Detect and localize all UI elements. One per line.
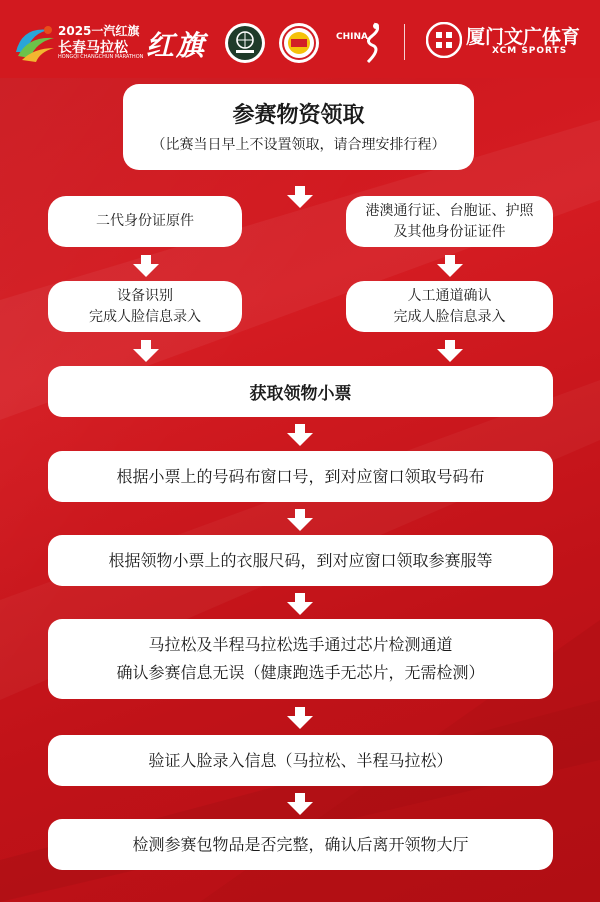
step-face-verify: 验证人脸录入信息（马拉松、半程马拉松） [48, 735, 553, 786]
arrow-down-icon [437, 255, 463, 277]
step-chip-check [48, 619, 553, 699]
page-title: 参赛物资领取 [232, 103, 365, 128]
right-step-other-ids [346, 196, 553, 247]
page-subtitle: （比赛当日早上不设置领取，请合理安排行程） [151, 137, 446, 153]
china-logo-text: CHINA [336, 32, 368, 42]
right-step-manual-line1: 人工通道确认 [407, 287, 492, 304]
left-step-device [48, 281, 242, 332]
header-divider [404, 24, 405, 60]
arrow-down-icon [287, 707, 313, 729]
right-step-other-ids-line1: 港澳通行证、台胞证、护照 [365, 202, 534, 219]
left-step-device-line1: 设备识别 [117, 287, 173, 304]
event-name-text: 长春马拉松 [58, 40, 128, 56]
header-bar [0, 0, 600, 78]
cao-badge-icon [278, 22, 320, 64]
xcm-sports-icon [426, 22, 462, 58]
arrow-down-icon [287, 186, 313, 208]
right-step-other-ids-line2: 及其他身份证证件 [393, 223, 506, 240]
world-athletics-badge-icon [224, 22, 266, 64]
arrow-down-icon [287, 424, 313, 446]
china-athletics-logo [336, 22, 386, 64]
step-collect-clothing: 根据领物小票上的衣服尺码，到对应窗口领取参赛服等 [48, 535, 553, 586]
organizer-sub: XCM SPORTS [492, 46, 568, 56]
arrow-down-icon [437, 340, 463, 362]
event-year-text: 2025一汽红旗 [58, 24, 140, 38]
left-step-id-card: 二代身份证原件 [48, 196, 242, 247]
arrow-down-icon [133, 340, 159, 362]
step-collect-bib: 根据小票上的号码布窗口号，到对应窗口领取号码布 [48, 451, 553, 502]
marathon-logo [12, 20, 142, 65]
right-step-manual [346, 281, 553, 332]
organizer-name: 厦门文广体育 [466, 26, 581, 48]
right-step-manual-line2: 完成人脸信息录入 [393, 308, 506, 325]
left-step-device-line2: 完成人脸信息录入 [89, 308, 201, 325]
step-chip-check-line1: 马拉松及半程马拉松选手通过芯片检测通道 [148, 635, 453, 654]
step-chip-check-line2: 确认参赛信息无误（健康跑选手无芯片，无需检测） [116, 663, 485, 682]
arrow-down-icon [133, 255, 159, 277]
event-sub-text: HONGQI CHANGCHUN MARATHON [58, 54, 144, 60]
step-check-pack: 检测参赛包物品是否完整，确认后离开领物大厅 [48, 819, 553, 870]
arrow-down-icon [287, 593, 313, 615]
hongqi-logo: 红旗 [146, 29, 207, 62]
marathon-swoosh-icon [12, 22, 56, 62]
arrow-down-icon [287, 509, 313, 531]
step-get-ticket: 获取领物小票 [48, 366, 553, 417]
arrow-down-icon [287, 793, 313, 815]
runner-icon [360, 22, 384, 64]
title-box [123, 84, 474, 170]
